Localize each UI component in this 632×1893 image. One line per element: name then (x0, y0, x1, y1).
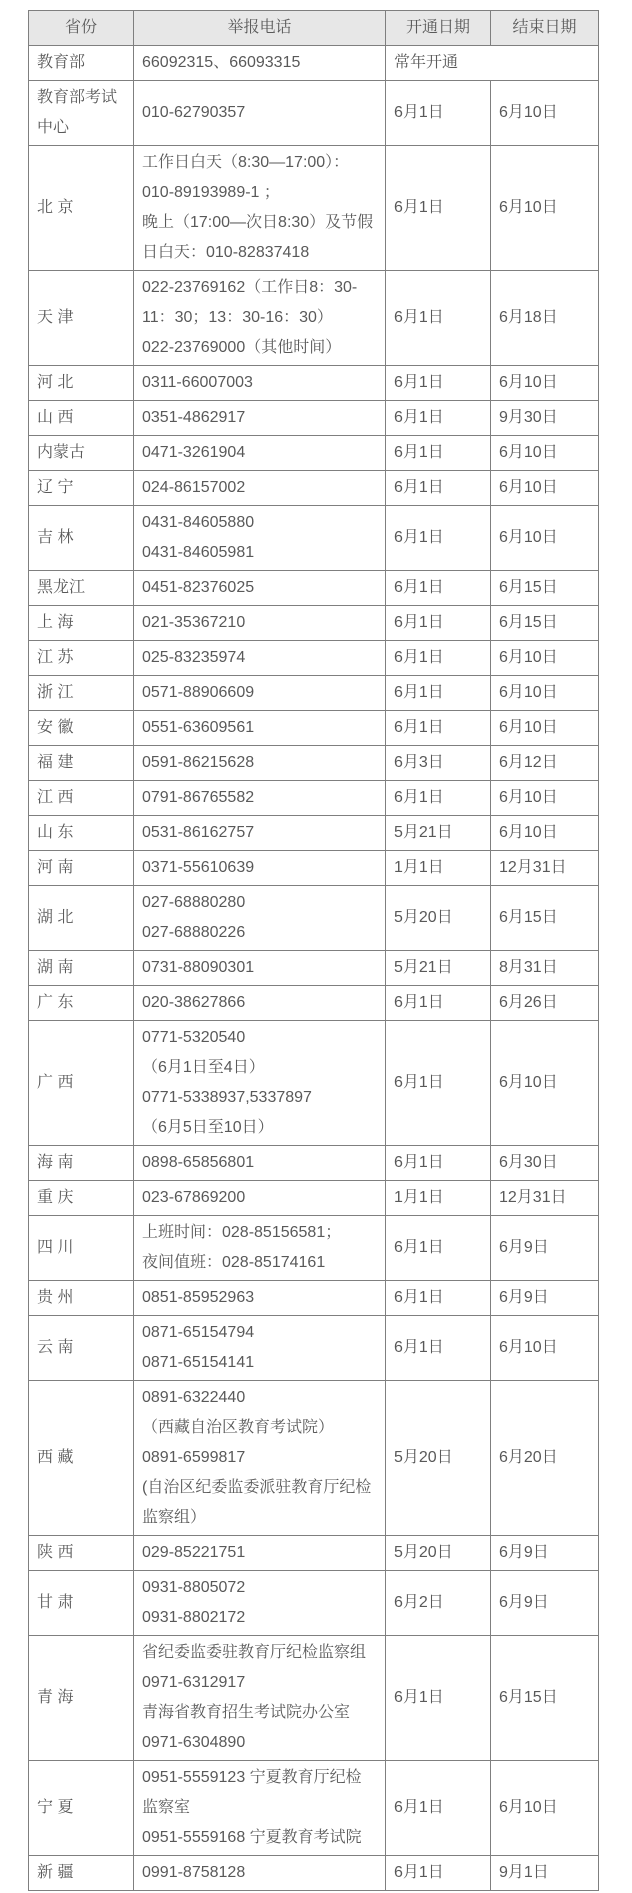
phone-cell (134, 1571, 386, 1636)
province-cell: 黑龙江 (29, 571, 134, 606)
phone-line: 0571-88906609 (142, 684, 255, 701)
table-row (29, 676, 599, 711)
phone-line: 0471-3261904 (142, 444, 246, 461)
phone-line: 0451-82376025 (142, 579, 255, 596)
phone-cell (134, 641, 386, 676)
phone-cell (134, 1636, 386, 1761)
open-date-cell: 6月1日 (386, 146, 491, 271)
end-date-cell: 6月15日 (491, 571, 599, 606)
table-row (29, 951, 599, 986)
table-row (29, 1281, 599, 1316)
province-cell: 甘 肃 (29, 1571, 134, 1636)
header-cell-province: 省份 (29, 11, 134, 46)
province-cell: 吉 林 (29, 506, 134, 571)
phone-line: 0311-66007003 (142, 374, 253, 391)
table-row (29, 366, 599, 401)
phone-line: 0851-85952963 (142, 1289, 255, 1306)
table-row (29, 1636, 599, 1761)
phone-line: 0531-86162757 (142, 824, 255, 841)
open-date-cell: 6月1日 (386, 471, 491, 506)
end-date-cell: 12月31日 (491, 1181, 599, 1216)
end-date-cell: 6月10日 (491, 711, 599, 746)
table-row (29, 606, 599, 641)
open-date-cell: 6月1日 (386, 641, 491, 676)
province-cell: 浙 江 (29, 676, 134, 711)
phone-line: 021-35367210 (142, 614, 246, 631)
phone-cell (134, 1856, 386, 1891)
phone-cell (134, 676, 386, 711)
province-cell: 山 西 (29, 401, 134, 436)
phone-line: 晚上（17:00—次日8:30）及节假 (142, 214, 374, 231)
phone-line: 青海省教育招生考试院办公室 (142, 1704, 351, 1721)
header-cell-phone: 举报电话 (134, 11, 386, 46)
phone-cell (134, 1216, 386, 1281)
province-cell: 福 建 (29, 746, 134, 781)
end-date-cell: 6月15日 (491, 1636, 599, 1761)
phone-line: 0951-5559168 宁夏教育考试院 (142, 1829, 362, 1846)
phone-line: 0991-8758128 (142, 1864, 246, 1881)
end-date-cell: 6月9日 (491, 1536, 599, 1571)
open-date-cell: 5月20日 (386, 1381, 491, 1536)
open-date-cell: 6月1日 (386, 676, 491, 711)
open-date-cell: 5月21日 (386, 816, 491, 851)
table-row (29, 506, 599, 571)
phone-line: 022-23769000（其他时间） (142, 339, 342, 356)
table-row (29, 436, 599, 471)
phone-line: 010-62790357 (142, 104, 246, 121)
end-date-cell: 6月10日 (491, 1021, 599, 1146)
province-cell: 西 藏 (29, 1381, 134, 1536)
table-header-row (29, 11, 599, 46)
phone-line: 0898-65856801 (142, 1154, 255, 1171)
province-cell: 河 南 (29, 851, 134, 886)
table-row (29, 46, 599, 81)
phone-cell (134, 571, 386, 606)
phone-line: 020-38627866 (142, 994, 246, 1011)
province-cell: 上 海 (29, 606, 134, 641)
end-date-cell: 6月18日 (491, 271, 599, 366)
open-date-cell: 6月1日 (386, 366, 491, 401)
table-row (29, 1856, 599, 1891)
end-date-cell: 6月9日 (491, 1216, 599, 1281)
phone-line: 0431-84605981 (142, 544, 255, 561)
province-cell: 新 疆 (29, 1856, 134, 1891)
end-date-cell: 9月30日 (491, 401, 599, 436)
phone-line: 0591-86215628 (142, 754, 255, 771)
end-date-cell: 6月15日 (491, 606, 599, 641)
phone-line: 0971-6304890 (142, 1734, 246, 1751)
phone-line: 夜间值班：028-85174161 (142, 1254, 326, 1271)
open-date-cell: 6月3日 (386, 746, 491, 781)
table-row (29, 986, 599, 1021)
province-cell: 贵 州 (29, 1281, 134, 1316)
open-date-cell: 6月1日 (386, 986, 491, 1021)
phone-cell (134, 1316, 386, 1381)
end-date-cell: 6月10日 (491, 506, 599, 571)
phone-line: 0891-6599817 (142, 1449, 246, 1466)
phone-cell (134, 81, 386, 146)
open-date-cell: 1月1日 (386, 851, 491, 886)
phone-line: 0771-5320540 (142, 1029, 246, 1046)
phone-cell (134, 1381, 386, 1536)
province-cell: 宁 夏 (29, 1761, 134, 1856)
end-date-cell: 6月26日 (491, 986, 599, 1021)
phone-cell (134, 1281, 386, 1316)
province-cell: 江 苏 (29, 641, 134, 676)
phone-cell (134, 781, 386, 816)
end-date-cell: 6月12日 (491, 746, 599, 781)
phone-cell (134, 746, 386, 781)
table-row (29, 641, 599, 676)
province-cell: 江 西 (29, 781, 134, 816)
end-date-cell: 6月10日 (491, 146, 599, 271)
open-date-cell: 6月1日 (386, 271, 491, 366)
phone-line: （6月5日至10日） (142, 1119, 274, 1136)
phone-line: (自治区纪委监委派驻教育厅纪检 (142, 1479, 372, 1496)
province-cell: 天 津 (29, 271, 134, 366)
phone-line: 监察组） (142, 1509, 207, 1526)
phone-cell (134, 886, 386, 951)
open-date-cell: 1月1日 (386, 1181, 491, 1216)
phone-line: 0871-65154794 (142, 1324, 255, 1341)
end-date-cell: 6月30日 (491, 1146, 599, 1181)
province-cell: 陕 西 (29, 1536, 134, 1571)
open-date-cell: 5月21日 (386, 951, 491, 986)
open-date-cell: 5月20日 (386, 1536, 491, 1571)
province-cell: 湖 南 (29, 951, 134, 986)
province-cell: 山 东 (29, 816, 134, 851)
phone-line: 010-89193989-1 ； (142, 184, 280, 201)
phone-cell (134, 436, 386, 471)
end-date-cell: 8月31日 (491, 951, 599, 986)
phone-cell (134, 146, 386, 271)
phone-line: 0931-8805072 (142, 1579, 246, 1596)
open-date-cell: 6月2日 (386, 1571, 491, 1636)
table-row (29, 1181, 599, 1216)
table-row (29, 886, 599, 951)
end-date-cell: 6月20日 (491, 1381, 599, 1536)
table-row (29, 81, 599, 146)
phone-line: 日白天：010-82837418 (142, 244, 310, 261)
phone-line: 0931-8802172 (142, 1609, 246, 1626)
province-cell: 重 庆 (29, 1181, 134, 1216)
end-date-cell: 6月10日 (491, 641, 599, 676)
table-row (29, 746, 599, 781)
table-row (29, 781, 599, 816)
phone-line: 029-85221751 (142, 1544, 246, 1561)
end-date-cell: 6月10日 (491, 471, 599, 506)
province-cell: 教育部 (29, 46, 134, 81)
end-date-cell: 6月9日 (491, 1281, 599, 1316)
phone-line: 0951-5559123 宁夏教育厅纪检 (142, 1769, 362, 1786)
phone-cell (134, 1536, 386, 1571)
phone-line: 工作日白天（8:30—17:00）： (142, 154, 350, 171)
province-cell: 四 川 (29, 1216, 134, 1281)
phone-cell (134, 401, 386, 436)
phone-line: 027-68880226 (142, 924, 246, 941)
phone-line: 上班时间：028-85156581； (142, 1224, 342, 1241)
table-row (29, 471, 599, 506)
phone-cell (134, 851, 386, 886)
phone-cell (134, 951, 386, 986)
phone-line: （6月1日至4日） (142, 1059, 265, 1076)
phone-line: 0771-5338937,5337897 (142, 1089, 312, 1106)
phone-cell (134, 506, 386, 571)
table-row (29, 271, 599, 366)
end-date-cell: 6月10日 (491, 1316, 599, 1381)
phone-line: 0871-65154141 (142, 1354, 255, 1371)
phone-line: 027-68880280 (142, 894, 246, 911)
hotline-table (28, 10, 599, 1891)
open-date-cell: 6月1日 (386, 1216, 491, 1281)
header-cell-open-date: 开通日期 (386, 11, 491, 46)
end-date-cell: 6月10日 (491, 81, 599, 146)
province-cell: 北 京 (29, 146, 134, 271)
phone-line: 监察室 (142, 1799, 191, 1816)
phone-cell (134, 1761, 386, 1856)
table-row (29, 401, 599, 436)
phone-line: 023-67869200 (142, 1189, 246, 1206)
province-cell: 教育部考试中心 (29, 81, 134, 146)
table-row (29, 1381, 599, 1536)
table-row (29, 146, 599, 271)
open-date-cell: 6月1日 (386, 506, 491, 571)
phone-cell (134, 1146, 386, 1181)
phone-line: 024-86157002 (142, 479, 246, 496)
phone-cell (134, 816, 386, 851)
table-row (29, 1216, 599, 1281)
phone-cell (134, 366, 386, 401)
end-date-cell: 6月15日 (491, 886, 599, 951)
phone-line: 0371-55610639 (142, 859, 255, 876)
table-row (29, 1146, 599, 1181)
end-date-cell: 6月9日 (491, 1571, 599, 1636)
phone-cell (134, 986, 386, 1021)
open-date-cell: 5月20日 (386, 886, 491, 951)
end-date-cell: 6月10日 (491, 366, 599, 401)
table-row (29, 1021, 599, 1146)
phone-line: 0431-84605880 (142, 514, 255, 531)
open-date-cell: 6月1日 (386, 436, 491, 471)
open-date-cell: 6月1日 (386, 711, 491, 746)
end-date-cell: 6月10日 (491, 436, 599, 471)
end-date-cell: 9月1日 (491, 1856, 599, 1891)
phone-line: 0891-6322440 (142, 1389, 246, 1406)
table-row (29, 571, 599, 606)
phone-line: 0731-88090301 (142, 959, 255, 976)
open-date-cell: 6月1日 (386, 1021, 491, 1146)
table-row (29, 1761, 599, 1856)
open-date-cell: 6月1日 (386, 1316, 491, 1381)
end-date-cell: 6月10日 (491, 781, 599, 816)
open-date-cell: 6月1日 (386, 606, 491, 641)
open-date-cell: 6月1日 (386, 1856, 491, 1891)
table-body (29, 46, 599, 1891)
open-date-cell: 6月1日 (386, 1281, 491, 1316)
phone-line: 022-23769162（工作日8：30- (142, 279, 358, 296)
phone-line: 0351-4862917 (142, 409, 246, 426)
phone-line: 0551-63609561 (142, 719, 255, 736)
open-date-cell: 6月1日 (386, 781, 491, 816)
phone-line: 11：30；13：30-16：30） (142, 309, 333, 326)
phone-cell (134, 471, 386, 506)
province-cell: 广 西 (29, 1021, 134, 1146)
phone-cell (134, 606, 386, 641)
phone-line: 0971-6312917 (142, 1674, 246, 1691)
phone-line: （西藏自治区教育考试院） (142, 1419, 335, 1436)
end-date-cell: 6月10日 (491, 676, 599, 711)
phone-cell (134, 46, 386, 81)
province-cell: 青 海 (29, 1636, 134, 1761)
phone-cell (134, 1021, 386, 1146)
open-date-cell: 常年开通 (386, 46, 599, 81)
table-row (29, 1316, 599, 1381)
phone-cell (134, 271, 386, 366)
phone-line: 0791-86765582 (142, 789, 255, 806)
open-date-cell: 6月1日 (386, 1636, 491, 1761)
end-date-cell: 6月10日 (491, 1761, 599, 1856)
phone-line: 66092315、66093315 (142, 54, 301, 71)
province-cell: 辽 宁 (29, 471, 134, 506)
open-date-cell: 6月1日 (386, 1146, 491, 1181)
table-row (29, 1571, 599, 1636)
open-date-cell: 6月1日 (386, 401, 491, 436)
phone-cell (134, 1181, 386, 1216)
table-row (29, 816, 599, 851)
open-date-cell: 6月1日 (386, 81, 491, 146)
province-cell: 云 南 (29, 1316, 134, 1381)
province-cell: 安 徽 (29, 711, 134, 746)
end-date-cell: 6月10日 (491, 816, 599, 851)
phone-line: 025-83235974 (142, 649, 246, 666)
province-cell: 河 北 (29, 366, 134, 401)
province-cell: 广 东 (29, 986, 134, 1021)
end-date-cell: 12月31日 (491, 851, 599, 886)
province-cell: 海 南 (29, 1146, 134, 1181)
open-date-cell: 6月1日 (386, 571, 491, 606)
header-cell-end-date: 结束日期 (491, 11, 599, 46)
table-row (29, 711, 599, 746)
province-cell: 内蒙古 (29, 436, 134, 471)
table-row (29, 851, 599, 886)
phone-line: 省纪委监委驻教育厅纪检监察组 (142, 1644, 367, 1661)
open-date-cell: 6月1日 (386, 1761, 491, 1856)
province-cell: 湖 北 (29, 886, 134, 951)
phone-cell (134, 711, 386, 746)
table-row (29, 1536, 599, 1571)
